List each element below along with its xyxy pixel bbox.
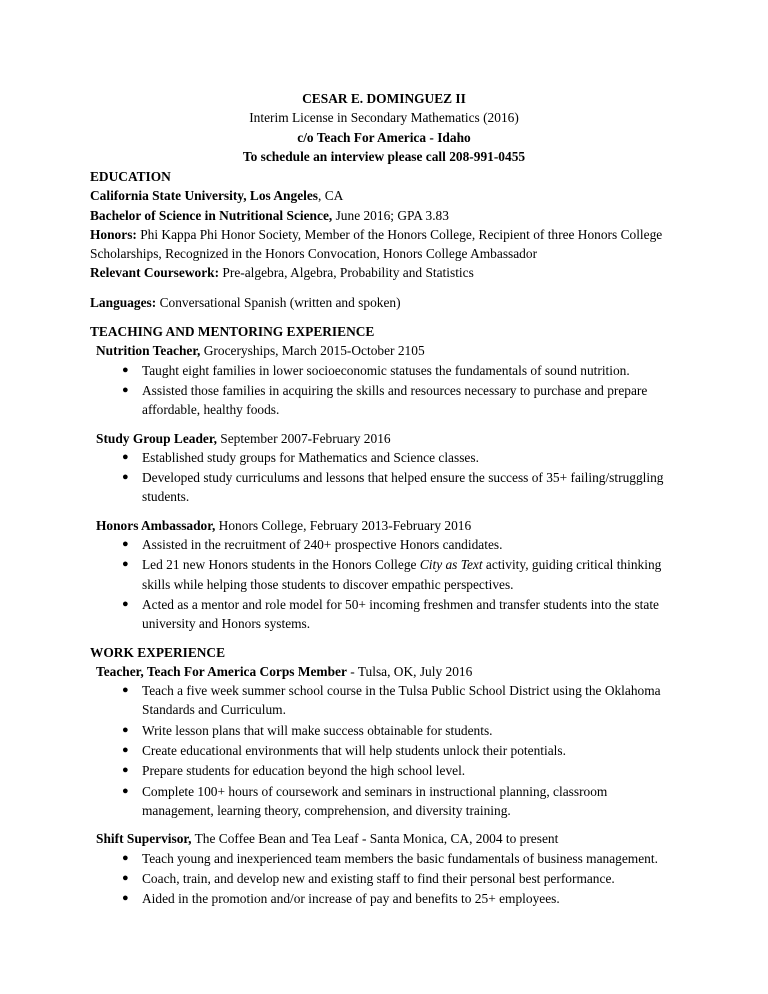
job-honors-ambassador <box>96 516 680 634</box>
city-as-text-title: City as Text <box>419 557 483 573</box>
job-title-line <box>96 429 680 448</box>
bullet-icon: ● <box>122 764 129 777</box>
languages-label: Languages: <box>90 294 157 310</box>
job-role: Nutrition Teacher, <box>96 343 201 359</box>
care-of-line: c/o Teach For America - Idaho <box>297 129 471 145</box>
bullet-icon: ● <box>122 538 129 551</box>
job-detail: The Coffee Bean and Tea Leaf - Santa Monica, CA, 2004 to present <box>191 831 559 847</box>
bullet-icon: ● <box>122 383 129 396</box>
list-item: ● Led 21 new Honors students in the Honors College City as Text activity, guiding critical thinking skills while helping those students to discover empathic perspectives. <box>122 557 662 592</box>
list-item: ● Complete 100+ hours of coursework and seminars in instructional planning, classroom management, learning theory, comprehension, and diversity training. <box>122 783 608 818</box>
bullet-icon: ● <box>122 723 129 736</box>
list-item: ● Established study groups for Mathematics and Science classes. <box>96 448 680 467</box>
job-role: Shift Supervisor, <box>96 831 192 847</box>
job-role: Study Group Leader, <box>96 430 217 446</box>
education-heading: EDUCATION <box>90 169 171 184</box>
list-item: ● Prepare students for education beyond the high school level. <box>96 761 680 780</box>
job-title-line <box>96 341 680 360</box>
bullet-icon: ● <box>122 892 129 905</box>
job-bullets <box>96 535 680 633</box>
list-item: ● Assisted those families in acquiring the skills and resources necessary to purchase and prepare affordable, healthy foods. <box>122 382 648 418</box>
languages-line <box>90 293 680 312</box>
coursework-line <box>90 263 680 282</box>
bullet-icon: ● <box>122 450 129 463</box>
teaching-heading: TEACHING AND MENTORING EXPERIENCE <box>90 324 375 340</box>
bullet-icon: ● <box>122 558 129 571</box>
university-name: California State University, Los Angeles <box>90 188 319 204</box>
job-detail: - Tulsa, OK, July 2016 <box>346 663 473 679</box>
university-line <box>90 186 680 205</box>
job-bullets <box>96 681 680 820</box>
job-title-line <box>96 829 680 848</box>
honors-text: Phi Kappa Phi Honor Society, Member of the Honors College, Recipient of three Honors College Scholarships, Recognized in the Honors Convocation, Honors College Ambassador <box>90 226 663 262</box>
job-nutrition-teacher <box>96 341 680 419</box>
bullet-icon: ● <box>122 684 129 697</box>
job-bullets <box>96 448 680 507</box>
work-heading: WORK EXPERIENCE <box>90 644 226 660</box>
job-bullets <box>96 361 680 420</box>
list-item: ● Teach a five week summer school course in the Tulsa Public School District using the Oklahoma Standards and Curriculum. <box>122 683 661 718</box>
job-bullets <box>96 849 680 909</box>
job-detail: Honors College, February 2013-February 2016 <box>215 517 472 533</box>
coursework-label: Relevant Coursework: <box>90 265 220 281</box>
list-item: ● Create educational environments that will help students unlock their potentials. <box>96 741 680 760</box>
job-role: Honors Ambassador, <box>96 517 216 533</box>
list-item: ● Developed study curriculums and lessons that helped ensure the success of 35+ failing/struggling students. <box>122 470 664 505</box>
candidate-name: CESAR E. DOMINGUEZ II <box>302 91 466 106</box>
bullet-icon: ● <box>122 744 129 757</box>
university-location: , CA <box>318 188 344 204</box>
list-item: ● Acted as a mentor and role model for 50+ incoming freshmen and transfer students into the state university and Honors systems. <box>122 596 659 632</box>
resume-header <box>0 89 768 166</box>
bullet-icon: ● <box>122 597 129 610</box>
list-item: ● Aided in the promotion and/or increase of pay and benefits to 25+ employees. <box>96 889 680 908</box>
job-title-line <box>96 662 680 681</box>
bullet-icon: ● <box>122 363 129 376</box>
honors-label: Honors: <box>90 226 137 242</box>
resume-body <box>90 167 680 909</box>
bullet-icon: ● <box>122 871 129 884</box>
job-detail: September 2007-February 2016 <box>216 430 391 446</box>
job-shift-supervisor <box>96 829 680 908</box>
license-line: Interim License in Secondary Mathematics (2016) <box>249 110 519 126</box>
contact-line: To schedule an interview please call 208-991-0455 <box>242 148 526 164</box>
list-item: ● Teach young and inexperienced team members the basic fundamentals of business management. <box>96 849 680 868</box>
bullet-icon: ● <box>122 784 129 797</box>
job-detail: Groceryships, March 2015-October 2105 <box>200 343 425 359</box>
coursework-text: Pre-algebra, Algebra, Probability and Statistics <box>219 265 474 281</box>
list-item: ● Write lesson plans that will make success obtainable for students. <box>96 721 680 740</box>
list-item: ● Taught eight families in lower socioeconomic statuses the fundamentals of sound nutrition. <box>96 361 680 380</box>
languages-text: Conversational Spanish (written and spoken) <box>156 294 401 310</box>
job-role: Teacher, Teach For America Corps Member <box>96 663 347 679</box>
bullet-icon: ● <box>122 851 129 864</box>
list-item: ● Assisted in the recruitment of 240+ prospective Honors candidates. <box>96 535 680 554</box>
job-tfa-teacher <box>96 662 680 820</box>
degree-detail: June 2016; GPA 3.83 <box>332 207 449 223</box>
degree-name: Bachelor of Science in Nutritional Science, <box>90 207 333 223</box>
job-title-line <box>96 516 680 535</box>
list-item: ● Coach, train, and develop new and existing staff to find their personal best performance. <box>96 869 680 888</box>
honors-line <box>90 225 680 264</box>
degree-line <box>90 206 680 225</box>
job-study-group-leader <box>96 429 680 507</box>
bullet-icon: ● <box>122 471 129 484</box>
